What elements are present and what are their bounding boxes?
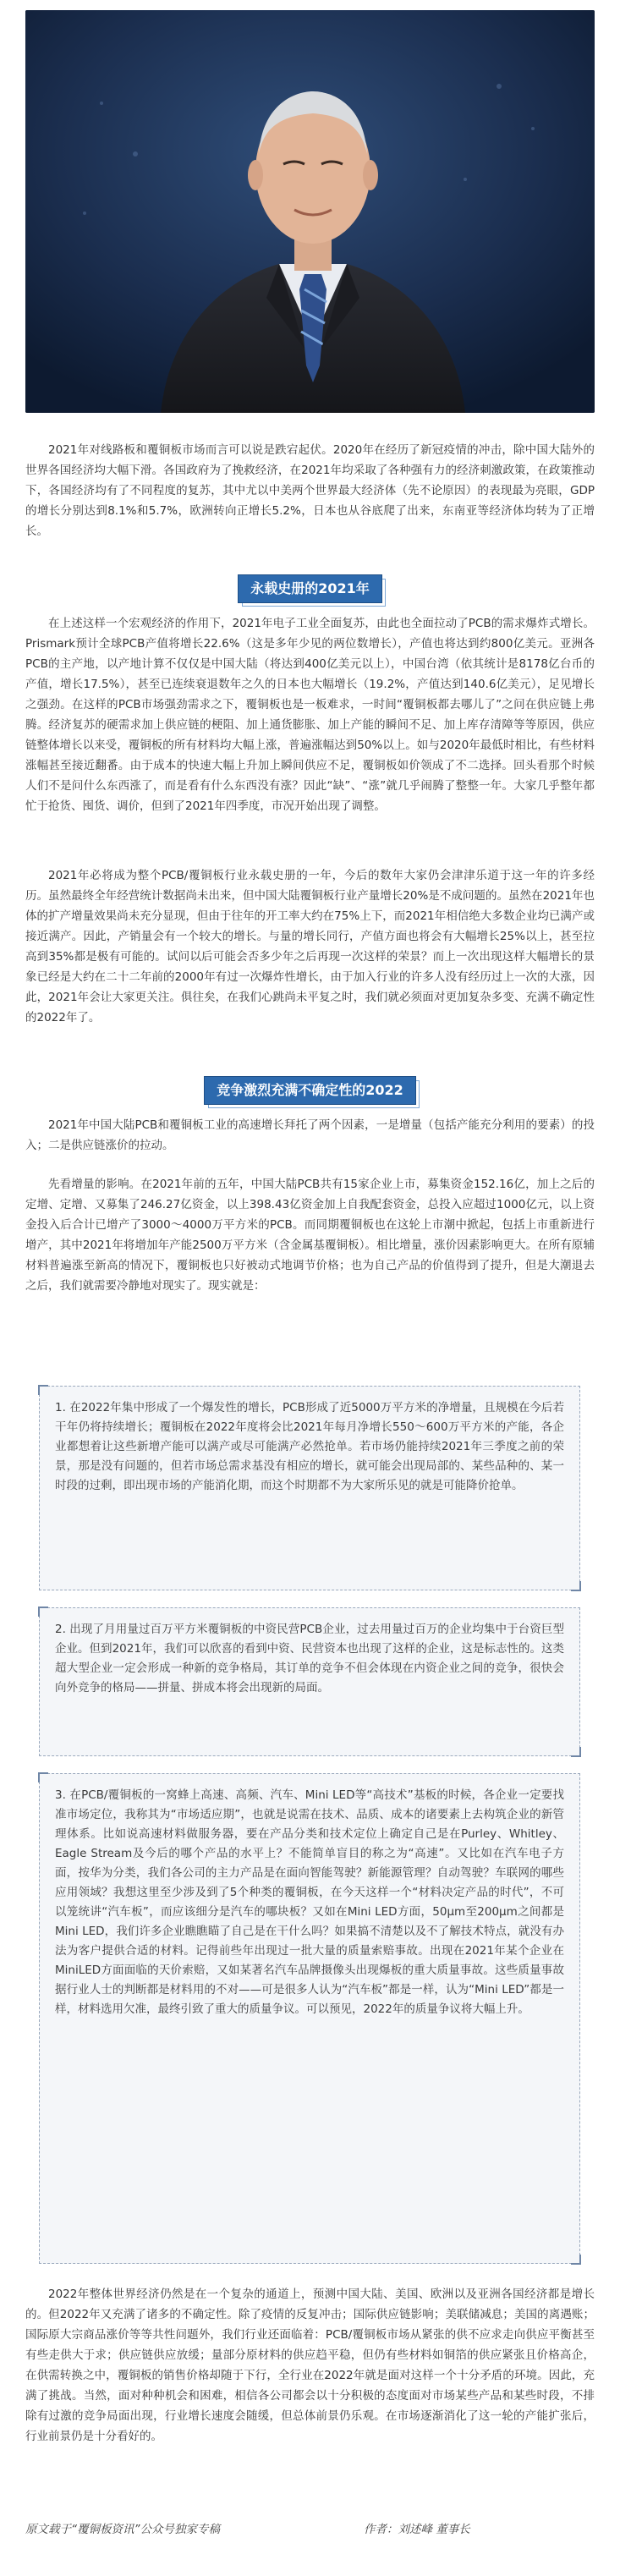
section1-paragraph-1: 在上述这样一个宏观经济的作用下，2021年电子工业全面复苏，由此也全面拉动了PCB的需求爆炸式增长。Prismark预计全球PCB产值将增长22.6%（这是多年少见的两位数增长），产值也将达到约800亿美元。亚洲各PCB的主产地，以产地计算不仅仅是中国大陆（将达到400亿美元以上），中国台湾（依其统计是8178亿台币的产值，增长17.5%），甚至已连续衰退数年之久的日本也大幅增长（19.2%，产值达到140.6亿美元），足见增长之强劲。在这样的PCB市场强劲需求之下，覆铜板也是一板难求，一时间“覆铜板都去哪儿了”之问在供应链上弗腾。经济复苏的硬需求加上供应链的梗阻、加上通货膨胀、加上产能的瞬间不足、加上库存清障等等原因，供应链整体增长以来受，覆铜板的所有材料均大幅上涨，普遍涨幅达到50%以上。如与2020年最低时相比，有些材料涨幅甚至接近翻番。由于成本的快速大幅上升加上瞬间供应不足，覆铜板如价领成了不二选择。回头看那个时候人们不是问什么东西涨了，而是看有什么东西没有涨？因此“缺”、“涨”就几乎闹腾了整整一年。大家几乎整年都忙于抢货、囤货、调价，但到了2021年四季度，市况开始出现了调整。 xyxy=(25,617,595,813)
note-text-3: 3. 在PCB/覆铜板的一窝蜂上高速、高频、汽车、Mini LED等“高技术”基板的时候，各企业一定要找准市场定位，我称其为“市场适应期”，也就是说需在技术、品质、成本的诸要素上去构筑企业的新管理体系。比如说高速材料做服务器，要在产品分类和技术定位上确定自己是在Purley、Whitley、Eagle Stream及今后的哪个产品的水平上？不能简单盲目的称之为“高速”。又比如在汽车电子方面，按华为分类，我们各公司的主力产品是在面向智能驾驶？新能源管理？自动驾驶？车联网的哪些应用领域？我想这里至少涉及到了5个种类的覆铜板，在今天这样一个“材料决定产品的时代”，不可以笼统讲“汽车板”，而应该细分是汽车的哪块板？又如在Mini LED方面，50μm至200μm之间都是Mini LED，我们许多企业瞧瞧瞄了自己是在干什么吗？如果搞不清楚以及不了解技术特点，就没有办法为客户提供合适的材料。记得前些年出现过一批大量的质量索赔事故。出现在2021年某个企业在MiniLED方面面临的天价索赔，又如某著名汽车品牌摄像头出现爆板的重大质量事故。这些质量事故据行业人士的判断都是材料用的不对——可是很多人认为“汽车板”都是一样，认为“Mini LED”都是一样，材料选用欠准，最终引致了重大的质量争议。可以预见，2022年的质量争议将大幅上升。 xyxy=(55,1788,564,2016)
corner-mark xyxy=(38,1607,48,1617)
note-text-2: 2. 出现了月用量过百万平方米覆铜板的中资民营PCB企业，过去用量过百万的企业均集中于台资巨型企业。但到2021年，我们可以欣喜的看到中资、民营资本也出现了这样的企业，这是标志性的。这类超大型企业一定会形成一种新的竞争格局，其订单的竞争不但会体现在内资企业之间的竞争，很快会向外竞争的格局——拼量、拼成本将会出现新的局面。 xyxy=(55,1623,564,1694)
closing-paragraph: 2022年整体世界经济仍然是在一个复杂的通道上，预测中国大陆、美国、欧洲以及亚洲各国经济都是增长的。但2022年又充满了诸多的不确定性。除了疫情的反复冲击；国际供应链影响；美联储减息；美国的离遇账；国际原大宗商品涨价等等共性问题外，我们行业还面临着：PCB/覆铜板市场从紧张的供不应求走向供应平衡甚至有些走供大于求；供应链供应放缓；量部分原材料的供应趋平稳，但仍有些材料如铜箔的供应紧张且价格高企，在供需转换之中，覆铜板的销售价格却随于下行，全行业在2022年就是面对这样一个十分矛盾的环境。因此，充满了挑战。当然，面对种种机会和困难，相信各公司都会以十分积极的态度面对市场某些产品和某些时段，不排除有过激的竞争局面出现，行业增长速度会随缓，但总体前景仍乐观。在市场逐渐消化了这一轮的产能扩张后，行业前景仍是十分看好的。 xyxy=(25,2288,595,2443)
corner-mark xyxy=(571,1747,581,1757)
section-heading-2022-label: 竞争激烈充满不确定性的2022 xyxy=(204,1076,416,1105)
section-heading-2021 xyxy=(0,574,620,603)
section-heading-2021-label: 永载史册的2021年 xyxy=(238,574,382,603)
corner-mark xyxy=(38,1772,48,1782)
corner-mark xyxy=(38,1385,48,1395)
section-heading-2022 xyxy=(0,1076,620,1105)
note-box-2 xyxy=(39,1607,580,1756)
section2-paragraph-1: 2021年中国大陆PCB和覆铜板工业的高速增长拜托了两个因素，一是增量（包括产能充分利用的要素）的投入；二是供应链涨价的拉动。 xyxy=(25,1118,595,1152)
portrait-illustration xyxy=(25,10,595,413)
note-box-1 xyxy=(39,1386,580,1590)
corner-mark xyxy=(571,1581,581,1591)
note-box-3 xyxy=(39,1773,580,2264)
section1-paragraph-2: 2021年必将成为整个PCB/覆铜板行业永载史册的一年，今后的数年大家仍会津津乐道于这一年的许多经历。虽然最终全年经营统计数据尚未出来，但中国大陆覆铜板行业产量增长20%是不成问题的。虽然在2021年也体的扩产增量效果尚未充分显现，但由于往年的开工率大约在75%上下，而2021年相信绝大多数企业均已满产或接近满产。因此，产销量会有一个较大的增长。与量的增长同行，产值方面也将会有大幅增长25%以上，甚至拉高到35%都是极有可能的。试问以后可能会否多少年之后再现一次这样的荣景？而上一次出现这样大幅增长的景象已经是大约在二十二年前的2000年有过一次爆炸性增长，由于加入行业的许多人没有经历过上一次的大涨，因此，2021年会让大家更关注。俱往矣，在我们心跳尚未平复之时，我们就必须面对更加复杂多变、充满不确定性的2022年了。 xyxy=(25,869,595,1024)
article-footer xyxy=(25,2519,595,2541)
portrait-photo xyxy=(25,10,595,413)
corner-mark xyxy=(571,2255,581,2265)
note-text-1: 1. 在2022年集中形成了一个爆发性的增长，PCB形成了近5000万平方米的净增量，且规模在今后若干年仍将持续增长；覆铜板在2022年度将会比2021年每月净增长550～600万平方米的产能，各企业都想着让这些新增产能可以满产或尽可能满产必然抢单。若市场仍能持续2021年三季度之前的荣景，那是没有问题的，但若市场总需求基没有相应的增长，就可能会出现局部的、某些品种的、某一时段的过剩，即出现市场的产能消化期，而这个时期都不为大家所乐见的就是可能降价抢单。 xyxy=(55,1401,564,1492)
source-credit: 原文载于“覆铜板资讯”公众号独家专稿 xyxy=(25,2523,220,2536)
intro-paragraph: 2021年对线路板和覆铜板市场而言可以说是跌宕起伏。2020年在经历了新冠疫情的冲击，除中国大陆外的世界各国经济均大幅下滑。各国政府为了挽救经济，在2021年均采取了各种强有力的经济刺激政策，在政策推动下，各国经济均有了不同程度的复苏，其中尤以中美两个世界最大经济体（先不论原因）的表现最为亮眼，GDP的增长分别达到8.1%和5.7%，欧洲转向正增长5.2%，日本也从谷底爬了出来，东南亚等经济体均转为了正增长。 xyxy=(25,443,595,538)
author-credit: 作者：刘述峰 董事长 xyxy=(364,2523,470,2536)
section2-paragraph-2: 先看增量的影响。在2021年前的五年，中国大陆PCB共有15家企业上市，募集资金152.16亿，加上之后的定增、定增、又募集了246.27亿资金，以上398.43亿资金加上自我配套资金，总投入应超过1000亿元，以上资金投入后合计已增产了3000～4000万平方米的PCB。而同期覆铜板也在这轮上市潮中掀起，包括上市重新进行增产，其中2021年将增加年产能2500万平方米（含金属基覆铜板）。相比增量，涨价因素影响更大。在所有原辅材料普遍涨至新高的情况下，覆铜板也只好被动式地调节价格；也为自己产品的价值得到了提升，但是大潮退去之后，我们就需要冷静地对现实了。现实就是： xyxy=(25,1178,595,1293)
